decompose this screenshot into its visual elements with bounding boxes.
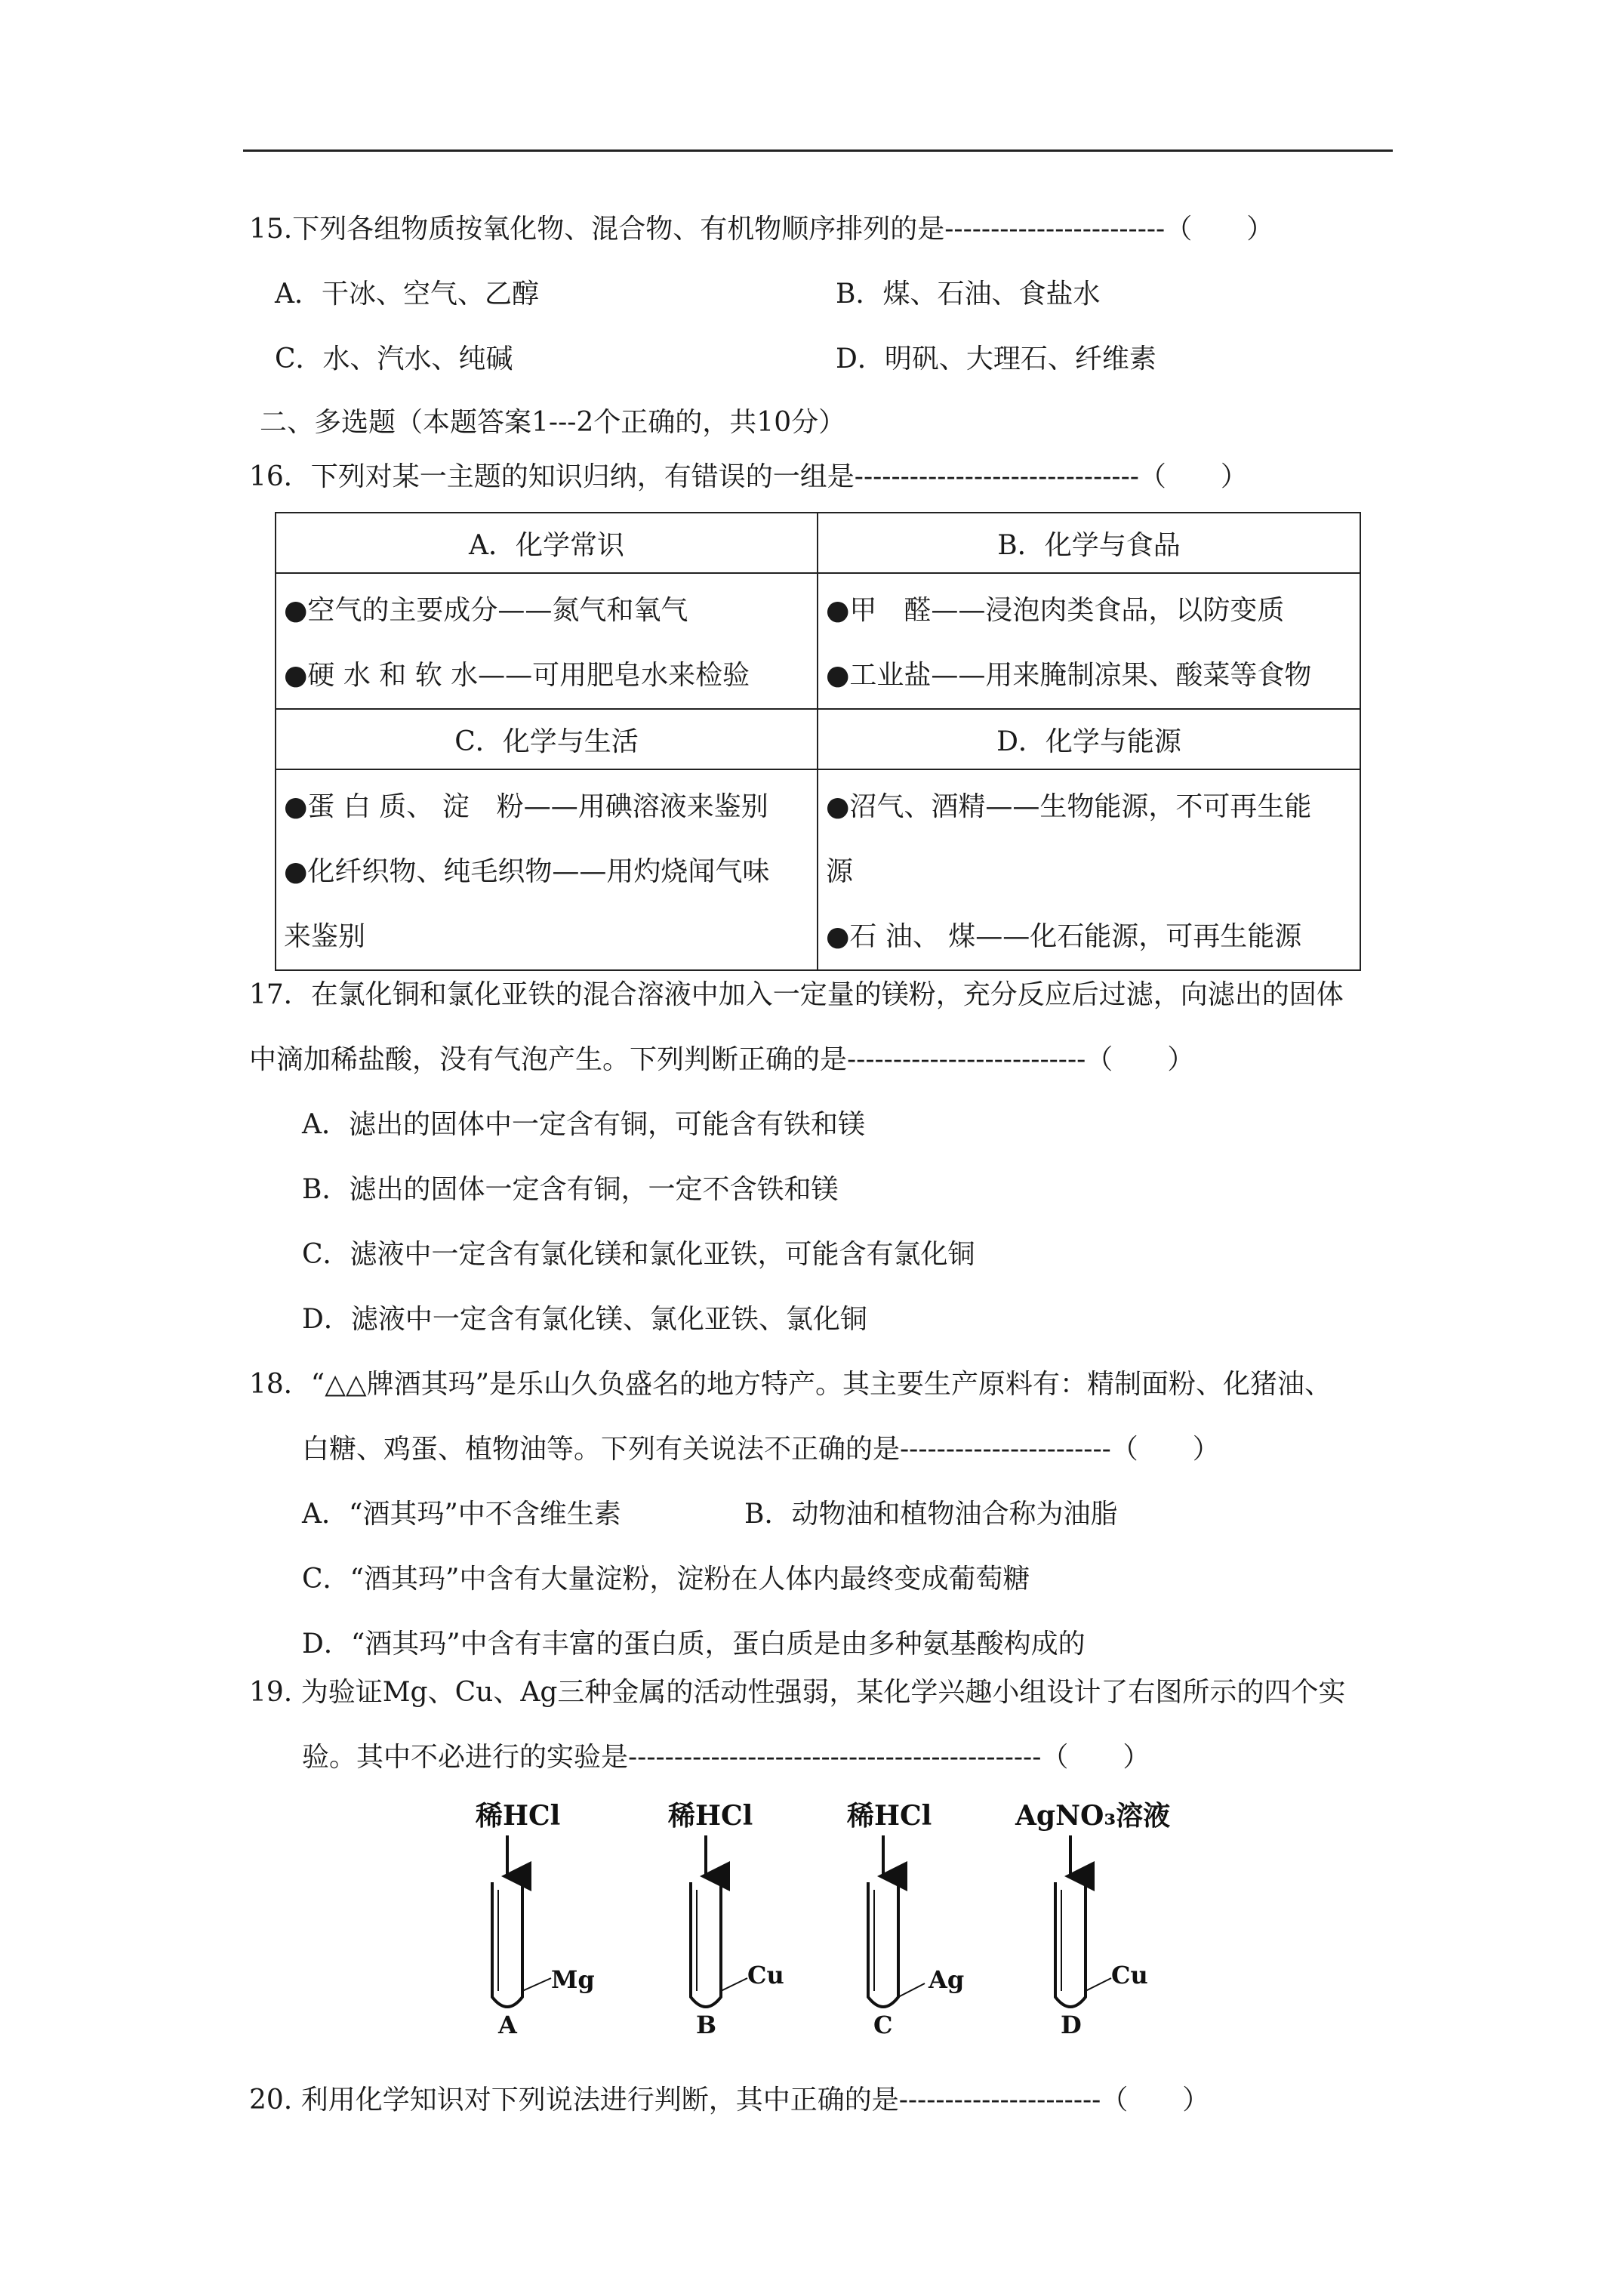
- table-cell-d-line: ●石 油、 煤——化石能源，可再生能源: [826, 921, 1302, 952]
- table-head-b: B．化学与食品: [818, 513, 1360, 573]
- table-cell-b-line: ●甲 醛——浸泡肉类食品，以防变质: [826, 595, 1285, 626]
- q16-stem: 16．下列对某一主题的知识归纳，有错误的一组是-------------------------------（ ）: [249, 461, 1248, 492]
- tube-label-b: B: [696, 2011, 717, 2035]
- table-cell-d-line: ●沼气、酒精——生物能源，不可再生能: [826, 791, 1312, 822]
- q17-option-d: D．滤液中一定含有氯化镁、氯化亚铁、氯化铜: [302, 1304, 867, 1335]
- q15-option-d: D．明矾、大理石、纤维素: [836, 344, 1156, 374]
- q17-option-b: B．滤出的固体一定含有铜，一定不含铁和镁: [302, 1174, 839, 1205]
- table-cell-c-line: ●化纤织物、纯毛织物——用灼烧闻气味: [284, 856, 770, 887]
- table-cell-c-line: 来鉴别: [284, 921, 366, 952]
- test-tube-b: [691, 1882, 721, 2007]
- q15-stem: 15.下列各组物质按氧化物、混合物、有机物顺序排列的是------------------------（ ）: [249, 214, 1274, 245]
- table-cell-c-line: ●蛋 白 质、 淀 粉——用碘溶液来鉴别: [284, 791, 768, 822]
- test-tube-figure: [453, 1793, 1253, 2035]
- table-cell-d-line: 源: [826, 856, 854, 887]
- q15-option-c: C．水、汽水、纯碱: [275, 344, 513, 374]
- section-heading: 二、多选题（本题答案1---2个正确的，共10分）: [260, 407, 846, 438]
- knowledge-table: [275, 512, 1361, 971]
- table-head-a: A．化学常识: [276, 513, 818, 573]
- table-cell-a: [276, 573, 818, 709]
- tube-label-a: A: [498, 2011, 517, 2035]
- q19-stem-line-1: 19. 为验证Mg、Cu、Ag三种金属的活动性强弱，某化学兴趣小组设计了右图所示的四个实: [249, 1677, 1346, 1708]
- q18-option-b: B．动物油和植物油合称为油脂: [744, 1499, 1118, 1530]
- reagent-label-c: 稀HCl: [847, 1800, 932, 1832]
- table-head-d: D．化学与能源: [818, 709, 1360, 769]
- q18-option-a: A．“酒其玛”中不含维生素: [302, 1499, 621, 1530]
- q15-option-a: A．干冰、空气、乙醇: [275, 279, 539, 310]
- metal-label-a: Mg: [551, 1965, 595, 1994]
- table-cell-b: [818, 573, 1360, 709]
- reagent-label-a: 稀HCl: [476, 1800, 561, 1832]
- metal-label-d: Cu: [1111, 1961, 1148, 1989]
- q18-option-d: D．“酒其玛”中含有丰富的蛋白质，蛋白质是由多种氨基酸构成的: [302, 1629, 1086, 1660]
- tube-label-c: C: [873, 2011, 893, 2035]
- q17-option-c: C．滤液中一定含有氯化镁和氯化亚铁，可能含有氯化铜: [302, 1239, 975, 1270]
- table-cell-c: [276, 769, 818, 970]
- table-cell-d: [818, 769, 1360, 970]
- q17-option-a: A．滤出的固体中一定含有铜，可能含有铁和镁: [302, 1109, 865, 1140]
- q20-stem: 20. 利用化学知识对下列说法进行判断，其中正确的是----------------------（ ）: [249, 2085, 1210, 2116]
- metal-label-c: Ag: [929, 1965, 965, 1994]
- table-cell-a-line: ●硬 水 和 软 水——可用肥皂水来检验: [284, 660, 750, 691]
- table-head-c: C．化学与生活: [276, 709, 818, 769]
- test-tube-c: [868, 1882, 898, 2007]
- q17-stem-line-2: 中滴加稀盐酸，没有气泡产生。下列判断正确的是--------------------------（ ）: [249, 1044, 1195, 1075]
- q18-stem-line-1: 18．“△△牌酒其玛”是乐山久负盛名的地方特产。其主要生产原料有：精制面粉、化猪油、: [249, 1369, 1332, 1400]
- header-rule: [243, 149, 1393, 152]
- reagent-label-d: AgNO₃溶液: [1015, 1800, 1171, 1832]
- tube-label-d: D: [1061, 2011, 1082, 2035]
- q19-stem-line-2: 验。其中不必进行的实验是---------------------------------------------（ ）: [302, 1742, 1150, 1773]
- table-cell-a-line: ●空气的主要成分——氮气和氧气: [284, 595, 688, 626]
- test-tube-a: [492, 1882, 522, 2007]
- metal-label-b: Cu: [747, 1961, 784, 1989]
- q18-stem-line-2: 白糖、鸡蛋、植物油等。下列有关说法不正确的是-----------------------（ ）: [302, 1434, 1220, 1465]
- table-cell-b-line: ●工业盐——用来腌制凉果、酸菜等食物: [826, 660, 1312, 691]
- reagent-label-b: 稀HCl: [668, 1800, 753, 1832]
- q17-stem-line-1: 17．在氯化铜和氯化亚铁的混合溶液中加入一定量的镁粉，充分反应后过滤，向滤出的固体: [249, 979, 1344, 1010]
- q18-option-c: C．“酒其玛”中含有大量淀粉，淀粉在人体内最终变成葡萄糖: [302, 1564, 1030, 1595]
- q15-option-b: B．煤、石油、食盐水: [836, 279, 1101, 310]
- test-tube-d: [1055, 1882, 1086, 2007]
